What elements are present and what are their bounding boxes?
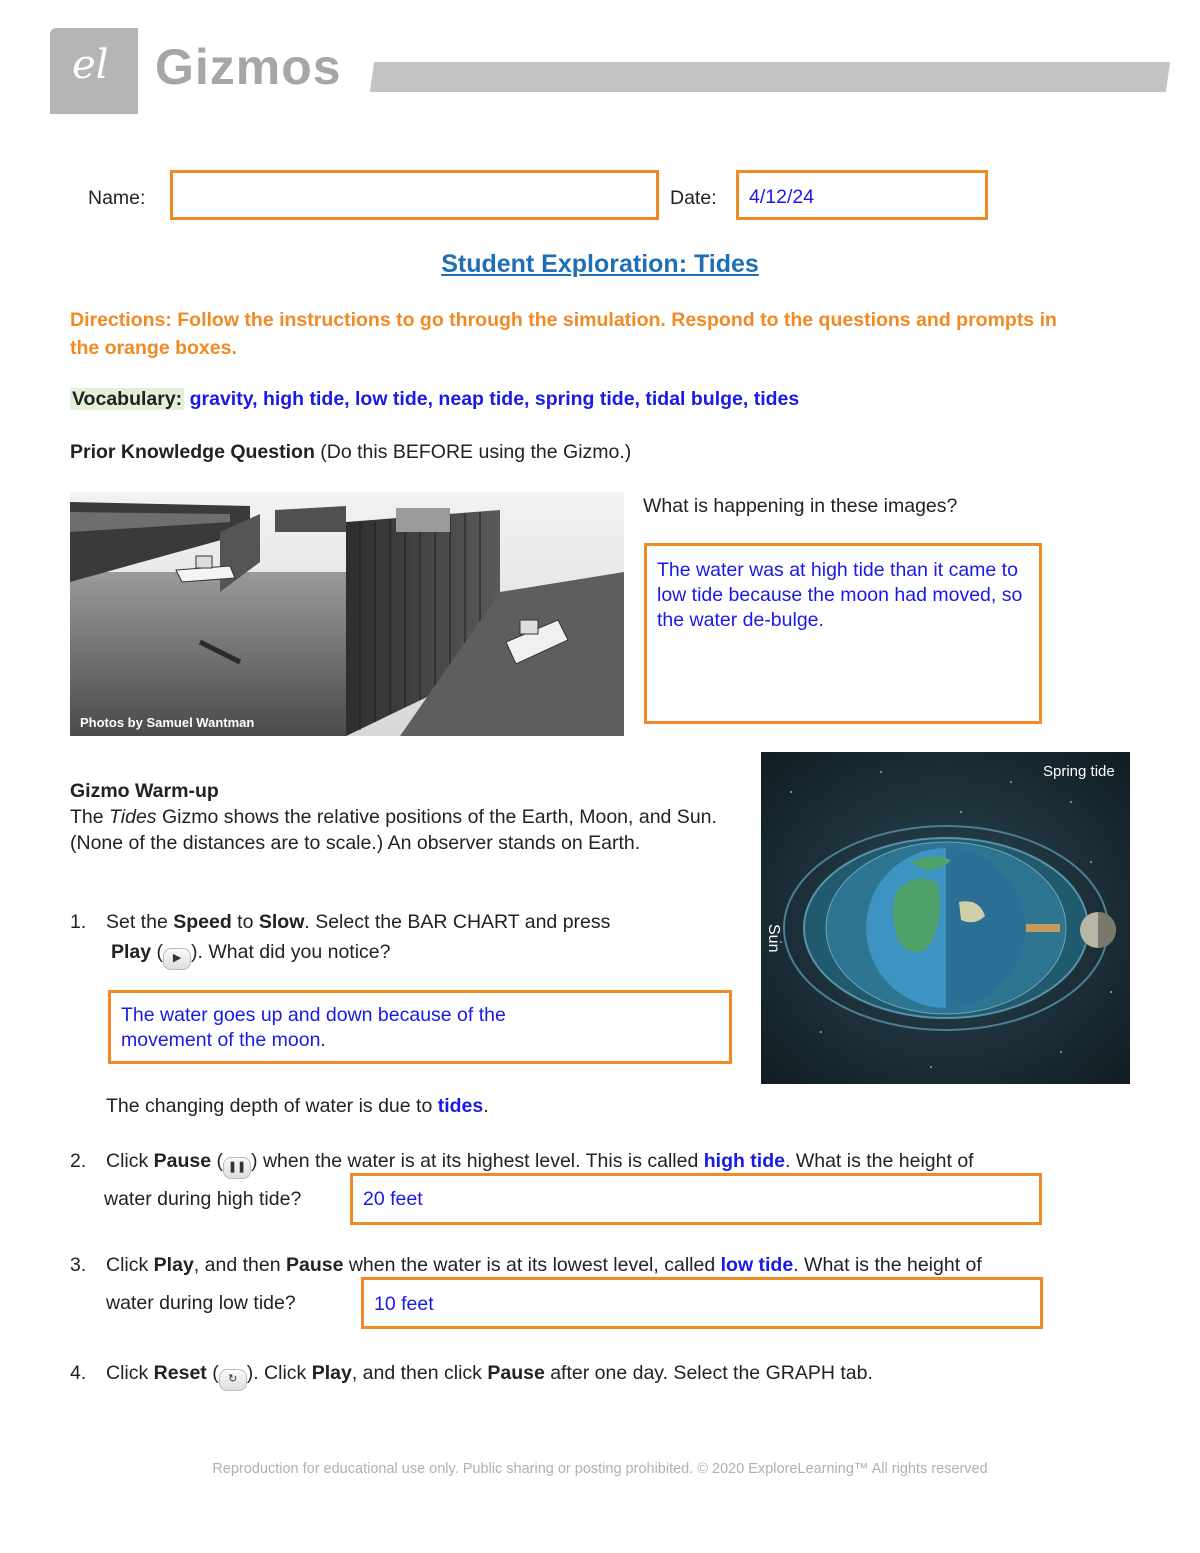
q1-number: 1. [70,911,87,933]
q2-number: 2. [70,1150,87,1172]
q4-text-b: ( [206,1362,219,1384]
play-icon: ▶ [163,948,191,970]
warmup-heading: Gizmo Warm-up [70,780,219,802]
logo-mark: el [72,42,109,88]
prior-heading: Prior Knowledge Question [70,441,315,463]
date-value: 4/12/24 [749,186,815,208]
reset-icon: ↻ [219,1369,247,1391]
brand-name: Gizmos [155,39,342,95]
date-label: Date: [670,187,717,209]
warmup-intro-1: The [70,806,110,828]
harbor-photos-illustration [70,492,624,736]
q2-text-c: ) when the water is at its highest level. This is called [251,1150,704,1172]
q3-text-b: , and then [193,1254,286,1276]
q1-speed: Speed [173,911,232,933]
q3-text-d: . What is the height of [793,1254,982,1276]
q4-play: Play [311,1362,352,1384]
q1-line2 [111,939,390,970]
date-field[interactable] [736,170,988,220]
prior-answer-box[interactable] [644,543,1042,724]
directions: Directions: Follow the instructions to go through the simulation. Respond to the questions and prompts in the orange boxes. [70,309,1057,359]
q4-text [106,1360,1106,1391]
q3-pause: Pause [285,1254,344,1276]
logo-badge [50,28,138,114]
name-label: Name: [88,187,146,209]
q2-text-d: . What is the height of [784,1150,974,1172]
header-bar [370,62,1170,92]
tide-photos [70,492,624,736]
q1-after-b: . [483,1095,489,1117]
q1-after-a: The changing depth of water is due to [106,1095,438,1117]
q3-number: 3. [70,1254,87,1276]
page-title: Student Exploration: Tides [441,250,759,278]
q3-text-c: when the water is at its lowest level, called [343,1254,721,1276]
q4-text-a: Click [106,1362,154,1384]
q3-term: low tide [720,1254,794,1276]
q1-line2-a: ( [151,941,164,963]
q1-text-b: to [231,911,259,933]
q2-line2: water during high tide? [104,1188,302,1210]
q1-text [106,909,726,935]
warmup-intro-2: Gizmo shows the relative positions of the Earth, Moon, and Sun. (None of the distances are to scale.) An observer stands on Earth. [70,806,717,854]
q3-line2: water during low tide? [106,1292,296,1314]
q2-answer: 20 feet [363,1188,423,1210]
q4-text-c: ). Click [246,1362,312,1384]
prior-answer: The water was at high tide than it came to low tide because the moon had moved, so the water de-bulge. [657,559,1023,631]
vocabulary-line [70,386,799,412]
q3-play: Play [153,1254,194,1276]
photo-credit: Photos by Samuel Wantman [80,715,255,730]
warmup-intro-italic: Tides [109,806,157,828]
prior-heading-line [70,439,631,465]
q2-text-b: ( [211,1150,224,1172]
spring-tide-label: Spring tide [1043,763,1115,780]
prior-question: What is happening in these images? [643,495,958,517]
q1-after-term: tides [437,1095,484,1117]
q1-slow: Slow [258,911,305,933]
warmup-section [70,778,750,856]
q1-answer: The water goes up and down because of the movement of the moon. [121,1004,506,1051]
name-field[interactable] [170,170,659,220]
q1-line2-b: ). What did you notice? [191,941,391,963]
q4-number: 4. [70,1362,87,1384]
vocabulary-label: Vocabulary: [72,388,183,410]
q1-answer-box[interactable] [108,990,732,1064]
prior-note: (Do this BEFORE using the Gizmo.) [320,441,632,463]
q3-answer-box[interactable] [361,1277,1043,1329]
q2-text-a: Click [106,1150,154,1172]
q1-text-c: . Select the BAR CHART and press [304,911,611,933]
q4-reset: Reset [153,1362,207,1384]
sun-label: Sun [765,924,782,953]
q3-text [106,1252,1106,1278]
q2-answer-box[interactable] [350,1173,1042,1225]
footer-notice: Reproduction for educational use only. Public sharing or posting prohibited. © 2020 ExploreLearning™ All rights reserved [212,1461,988,1477]
q4-text-e: after one day. Select the GRAPH tab. [544,1362,873,1384]
pause-icon: ❚❚ [223,1157,251,1179]
vocabulary-terms: gravity, high tide, low tide, neap tide, spring tide, tidal bulge, tides [189,388,800,410]
q2-term: high tide [703,1150,785,1172]
q1-play: Play [111,941,152,963]
q3-answer: 10 feet [374,1293,434,1315]
earth-moon-diagram [761,752,1130,1084]
q1-text-a: Set the [106,911,174,933]
q1-after [106,1093,489,1119]
q3-text-a: Click [106,1254,154,1276]
q4-pause: Pause [487,1362,545,1384]
q2-pause: Pause [153,1150,212,1172]
q4-text-d: , and then click [351,1362,488,1384]
tides-simulation-image [761,752,1130,1084]
